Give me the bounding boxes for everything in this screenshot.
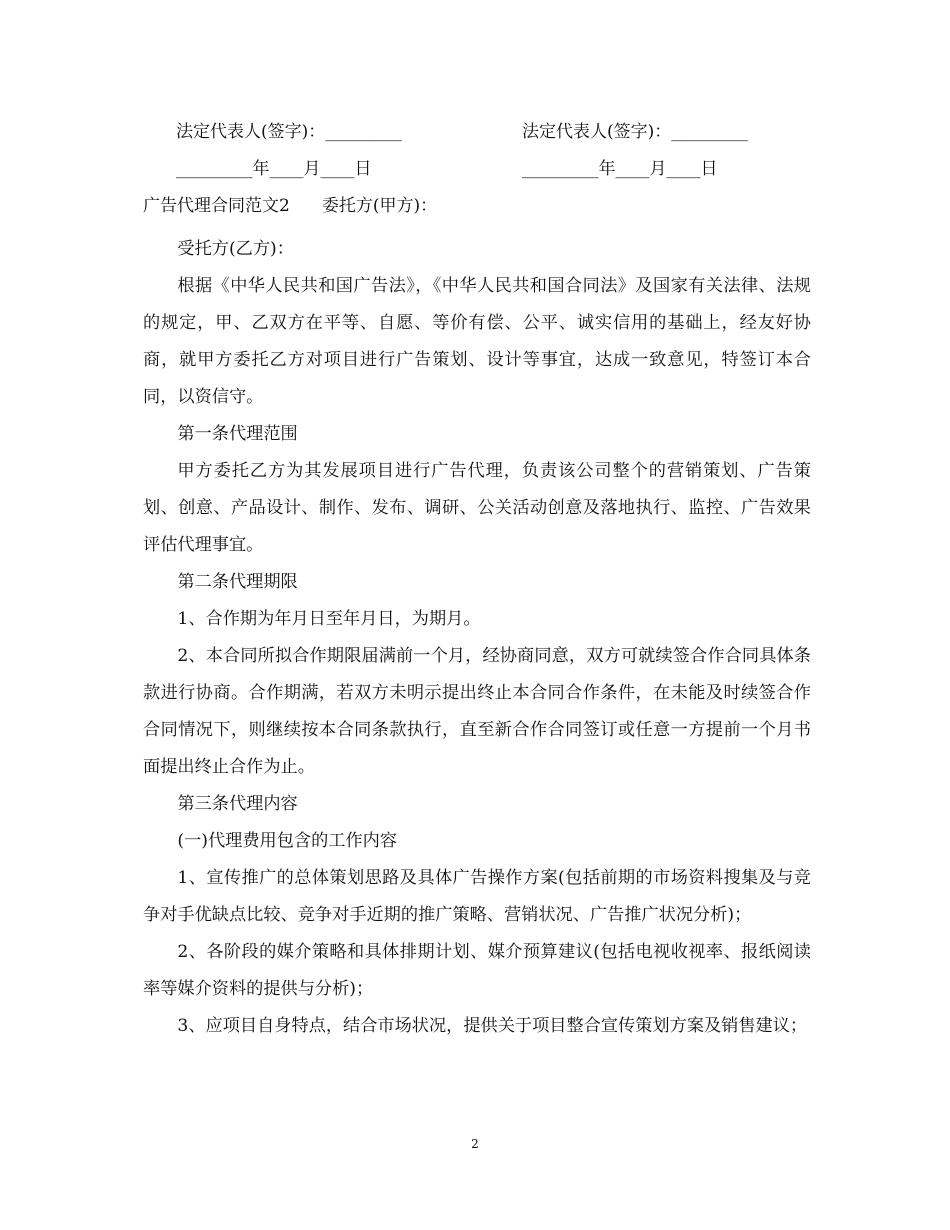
article-2-heading: 第二条代理期限 [177, 572, 298, 592]
article-2-clause-2: 2、本合同所拟合作期限届满前一个月，经协商同意，双方可就续签合作合同具体条款进行协商。合作期满，若双方未明示提出终止本合同合作条件，在未能及时续签合作合同情况下，则继续按本合同条款执行，直至新合作合同签订或任意一方提前一个月书面提出终止合作为止。 [143, 646, 811, 777]
page-number: 2 [471, 1137, 479, 1151]
party-b-label: 受托方(乙方)： [177, 239, 294, 259]
left-signature-label: 法定代表人(签字)：_________ [176, 122, 402, 142]
article-3-item-1: 1、宣传推广的总体策划思路及具体广告操作方案(包括前期的市场资料搜集及与竞争对手优缺点比较、竞争对手近期的推广策略、营销状况、广告推广状况分析)； [143, 868, 811, 925]
article-3-item-2: 2、各阶段的媒介策略和具体排期计划、媒介预算建议(包括电视收视率、报纸阅读率等媒介资料的提供与分析)； [143, 942, 811, 999]
party-a-label: 委托方(甲方)： [321, 196, 438, 216]
right-signature-label: 法定代表人(签字)：_________ [522, 122, 748, 142]
preamble-paragraph: 根据《中华人民共和国广告法》，《中华人民共和国合同法》及国家有关法律、法规的规定，甲、乙双方在平等、自愿、等价有偿、公平、诚实信用的基础上，经友好协商，就甲方委托乙方对项目进行广告策划、设计等事宜，达成一致意见，特签订本合同，以资信守。 [143, 276, 811, 407]
article-2-clause-1: 1、合作期为年月日至年月日，为期月。 [177, 609, 481, 629]
left-signature-date: _________年____月____日 [176, 159, 372, 179]
article-1-paragraph: 甲方委托乙方为其发展项目进行广告代理，负责该公司整个的营销策划、广告策划、创意、产品设计、制作、发布、调研、公关活动创意及落地执行、监控、广告效果评估代理事宜。 [143, 461, 811, 555]
contract-title: 广告代理合同范文2 [143, 196, 290, 216]
article-3-heading: 第三条代理内容 [177, 794, 298, 814]
contract-body [143, 231, 811, 1045]
right-signature-date: _________年____月____日 [522, 159, 718, 179]
article-3-item-3: 3、应项目自身特点，结合市场状况，提供关于项目整合宣传策划方案及销售建议； [177, 1016, 808, 1036]
article-1-heading: 第一条代理范围 [177, 424, 298, 444]
article-3-subheading: (一)代理费用包含的工作内容 [177, 831, 398, 851]
contract-heading [143, 194, 437, 218]
